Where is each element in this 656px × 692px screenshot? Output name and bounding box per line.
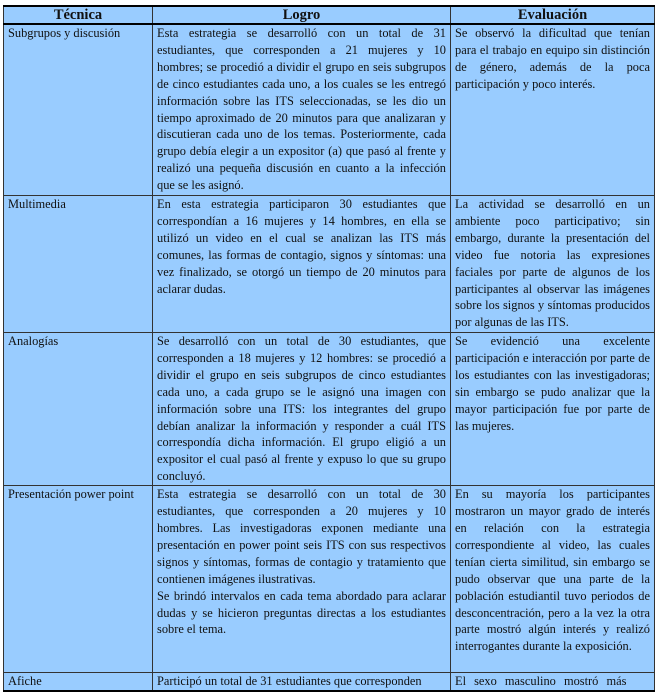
logro-cell: Esta estrategia se desarrolló con un total de 31 estudiantes, que corresponden a 21 mujeres y 10 hombres; se procedió a dividir el grupo en seis subgrupos de cinco estudiantes cada uno, a los cuales se les entregó información sobre las ITS seleccionadas, se les dio un tiempo aproximado de 20 minutos para que analizaran y discutieran cada uno de los temas. Posteriormente, cada grupo debía elegir a un expositor (a) que pasó al frente y realizó una pequeña discusión en cuanto a la infección que se les asignó. xyxy=(153,24,451,196)
evaluacion-cell: En su mayoría los participantes mostraron un mayor grado de interés en relación con la estrategia correspondiente al video, las cuales tenían cierta similitud, sin embargo se pudo observar que una parte de la población estudiantil tuvo periodos de desconcentración, pero a la vez la otra parte mostró algún interés y realizó interrogantes durante la exposición. xyxy=(451,486,655,673)
evaluacion-cell: El sexo masculino mostró más xyxy=(451,673,655,691)
header-evaluacion: Evaluación xyxy=(451,6,655,24)
tecnica-cell: Presentación power point xyxy=(4,486,153,673)
header-row xyxy=(4,6,655,24)
header-tecnica: Técnica xyxy=(4,6,153,24)
evaluacion-cell: Se observó la dificultad que tenían para el trabajo en equipo sin distinción de género, además de la poca participación y poco interés. xyxy=(451,24,655,196)
header-logro: Logro xyxy=(153,6,451,24)
logro-cell: En esta estrategia participaron 30 estudiantes que correspondían a 16 mujeres y 14 hombres, en ella se utilizó un video en el cual se analizan las ITS más comunes, las formas de contagio, signos y síntomas: una vez finalizado, se otorgó un tiempo de 20 minutos para aclarar dudas. xyxy=(153,196,451,333)
tecnica-cell: Afiche xyxy=(4,673,153,691)
evaluacion-cell: La actividad se desarrolló en un ambiente poco participativo; sin embargo, durante la presentación del video fue notoria las expresiones faciales por parte de algunos de los participantes al observar las imágenes sobre los signos y síntomas producidos por algunas de las ITS. xyxy=(451,196,655,333)
logro-paragraph: Se brindó intervalos en cada tema abordado para aclarar dudas y se hicieron preguntas directas a los estudiantes sobre el tema. xyxy=(157,588,446,637)
table-row xyxy=(4,24,655,196)
table-row xyxy=(4,333,655,486)
table-row xyxy=(4,486,655,673)
logro-cell: Participó un total de 31 estudiantes que corresponden xyxy=(153,673,451,691)
table-row xyxy=(4,196,655,333)
table-row xyxy=(4,673,655,691)
tecnica-cell: Multimedia xyxy=(4,196,153,333)
logro-cell xyxy=(153,486,451,673)
strategies-table xyxy=(3,5,655,692)
logro-paragraph: Esta estrategia se desarrolló con un total de 30 estudiantes, que corresponden a 20 mujeres y 10 hombres. Las investigadoras exponen mediante una presentación en power point seis ITS con sus respectivos signos y síntomas, formas de contagio y tratamiento que contienen imágenes ilustrativas. xyxy=(157,487,446,586)
logro-cell: Se desarrolló con un total de 30 estudiantes, que corresponden a 18 mujeres y 12 hombres: se procedió a dividir el grupo en seis subgrupos de cinco estudiantes cada uno, a cada grupo se le asignó una imagen con información sobre una ITS: los integrantes del grupo debían analizar la información y responder a cuál ITS correspondía dicha información. El grupo eligió a un expositor el cual pasó al frente y expuso lo que su grupo concluyó. xyxy=(153,333,451,486)
evaluacion-cell: Se evidenció una excelente participación e interacción por parte de los estudiantes con las investigadoras; sin embargo se pudo analizar que la mayor participación fue por parte de las mujeres. xyxy=(451,333,655,486)
tecnica-cell: Subgrupos y discusión xyxy=(4,24,153,196)
tecnica-cell: Analogías xyxy=(4,333,153,486)
